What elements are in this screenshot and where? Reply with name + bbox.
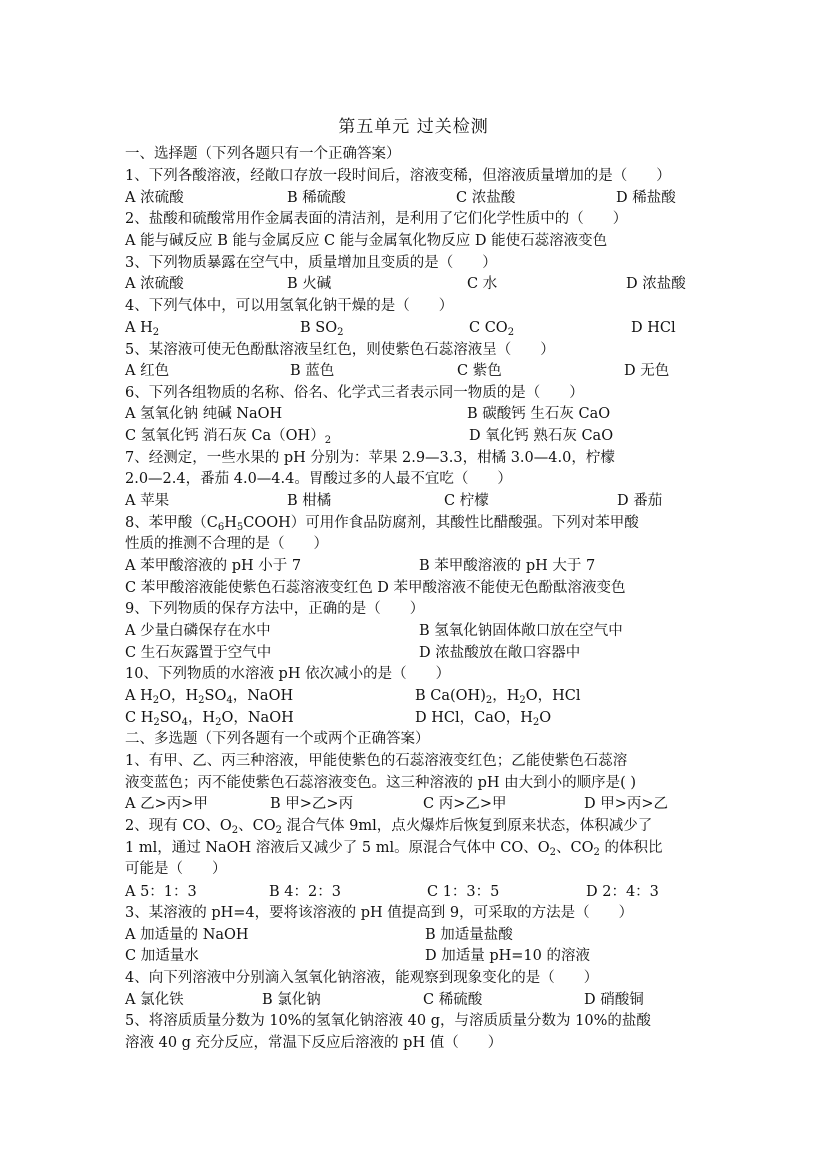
option-d: D 无色 bbox=[624, 363, 670, 379]
option-c: C 加适量水 bbox=[125, 948, 199, 964]
option-a: A 乙>丙>甲 bbox=[125, 796, 208, 812]
option-b: B 氯化钠 bbox=[262, 992, 321, 1008]
option-d: D 番茄 bbox=[617, 493, 663, 509]
question-stem-cont: 1 ml，通过 NaOH 溶液后又减少了 5 ml。原混合气体中 CO、$O_2$、$CO_2$ 的体积比 bbox=[125, 840, 663, 858]
question-stem: 5、将溶质质量分数为 10%的氢氧化钠溶液 40 g，与溶质质量分数为 10%的盐酸 bbox=[125, 1013, 651, 1029]
option-c: C 1：3：5 bbox=[427, 884, 500, 900]
option-a: A 加适量的 NaOH bbox=[125, 927, 249, 943]
option-d: D 加适量 pH=10 的溶液 bbox=[425, 948, 590, 964]
option-b: B 火碱 bbox=[287, 276, 332, 292]
option-b: B 柑橘 bbox=[287, 493, 332, 509]
options-line: A 能与碱反应 B 能与金属反应 C 能与金属氧化物反应 D 能使石蕊溶液变色 bbox=[125, 233, 608, 249]
options-line: C 苯甲酸溶液能使紫色石蕊溶液变红色 D 苯甲酸溶液不能使无色酚酞溶液变色 bbox=[125, 580, 626, 596]
option-b: B 氢氧化钠固体敞口放在空气中 bbox=[419, 623, 623, 639]
option-c: C 生石灰露置于空气中 bbox=[125, 645, 272, 661]
question-stem: 4、下列气体中，可以用氢氧化钠干燥的是（ ） bbox=[125, 298, 454, 314]
option-a: A 苹果 bbox=[125, 493, 170, 509]
question-stem: 2、盐酸和硫酸常用作金属表面的清洁剂，是利用了它们化学性质中的（ ） bbox=[125, 211, 628, 227]
question-stem-cont: 可能是（ ） bbox=[125, 861, 227, 877]
option-d: D 硝酸铜 bbox=[584, 992, 644, 1008]
question-stem: 1、有甲、乙、丙三种溶液，甲能使紫色的石蕊溶液变红色；乙能使紫色石蕊溶 bbox=[125, 753, 628, 769]
option-d: D 甲>丙>乙 bbox=[584, 796, 669, 812]
question-stem: 4、向下列溶液中分别滴入氢氧化钠溶液，能观察到现象变化的是（ ） bbox=[125, 970, 599, 986]
option-a: A 氯化铁 bbox=[125, 992, 184, 1008]
question-stem: 5、某溶液可使无色酚酞溶液呈红色，则使紫色石蕊溶液呈（ ） bbox=[125, 342, 555, 358]
question-stem: 1、下列各酸溶液，经敞口存放一段时间后，溶液变稀，但溶液质量增加的是（ ） bbox=[125, 168, 671, 184]
option-d: D 稀盐酸 bbox=[616, 190, 676, 206]
option-a: A 苯甲酸溶液的 pH 小于 7 bbox=[125, 558, 302, 574]
question-stem: 8、苯甲酸$(C_6H_5COOH)$可用作食品防腐剂，其酸性比醋酸强。下列对苯甲酸 bbox=[125, 515, 639, 533]
option-d: D 浓盐酸 bbox=[626, 276, 686, 292]
option-b: B 蓝色 bbox=[290, 363, 335, 379]
option-c: C $H_2SO_4$，$H_2O$，NaOH bbox=[125, 710, 294, 728]
option-a: A 浓硫酸 bbox=[125, 276, 184, 292]
option-b: B 甲>乙>丙 bbox=[270, 796, 354, 812]
question-stem: 9、下列物质的保存方法中，正确的是（ ） bbox=[125, 601, 425, 617]
option-c: C $CO_2$ bbox=[469, 320, 515, 338]
option-b: B 碳酸钙 生石灰 CaO bbox=[467, 406, 611, 422]
option-d: D 氧化钙 熟石灰 CaO bbox=[469, 428, 614, 444]
question-stem-cont: 溶液 40 g 充分反应，常温下反应后溶液的 pH 值（ ） bbox=[125, 1035, 503, 1051]
option-d: D HCl，CaO，$H_2O$ bbox=[415, 710, 552, 728]
section-heading: 一、选择题（下列各题只有一个正确答案） bbox=[125, 146, 401, 162]
option-a: A 红色 bbox=[125, 363, 170, 379]
option-d: D HCl bbox=[631, 320, 676, 336]
question-stem-cont: 液变蓝色；丙不能使紫色石蕊溶液变色。这三种溶液的 pH 由大到小的顺序是( ) bbox=[125, 775, 637, 791]
option-b: B 稀硫酸 bbox=[287, 190, 346, 206]
option-a: A 氢氧化钠 纯碱 NaOH bbox=[125, 406, 283, 422]
question-stem: 3、某溶液的 pH=4，要将该溶液的 pH 值提高到 9，可采取的方法是（ ） bbox=[125, 905, 634, 921]
option-a: A 少量白磷保存在水中 bbox=[125, 623, 271, 639]
question-stem: 7、经测定，一些水果的 pH 分别为：苹果 2.9—3.3，柑橘 3.0—4.0，柠檬 bbox=[125, 450, 615, 466]
option-b: B 苯甲酸溶液的 pH 大于 7 bbox=[419, 558, 596, 574]
question-stem-cont: 性质的推测不合理的是（ ） bbox=[125, 536, 328, 552]
option-d: D 2：4：3 bbox=[586, 884, 659, 900]
option-a: A $H_2$ bbox=[125, 320, 160, 338]
option-c: C 氢氧化钙 消石灰 $Ca(OH)_2$ bbox=[125, 428, 332, 446]
question-stem: 2、现有 CO、$O_2$、$CO_2$ 混合气体 9ml，点火爆炸后恢复到原来状态，体积减少了 bbox=[125, 818, 653, 836]
question-stem-cont: 2.0—2.4，番茄 4.0—4.4。胃酸过多的人最不宜吃（ ） bbox=[125, 471, 512, 487]
option-c: C 水 bbox=[467, 276, 498, 292]
question-stem: 6、下列各组物质的名称、俗名、化学式三者表示同一物质的是（ ） bbox=[125, 385, 584, 401]
option-c: C 丙>乙>甲 bbox=[423, 796, 507, 812]
option-b: B 加适量盐酸 bbox=[425, 927, 513, 943]
option-c: C 浓盐酸 bbox=[456, 190, 516, 206]
option-c: C 稀硫酸 bbox=[423, 992, 483, 1008]
option-b: B $SO_2$ bbox=[300, 320, 344, 338]
section-heading: 二、多选题（下列各题有一个或两个正确答案） bbox=[125, 731, 430, 747]
option-a: A 浓硫酸 bbox=[125, 190, 184, 206]
option-c: C 柠檬 bbox=[444, 493, 489, 509]
option-d: D 浓盐酸放在敞口容器中 bbox=[419, 645, 581, 661]
question-stem: 10、下列物质的水溶液 pH 依次减小的是（ ） bbox=[125, 666, 451, 682]
option-a: A 5：1：3 bbox=[125, 884, 197, 900]
option-a: A $H_2O$，$H_2SO_4$，NaOH bbox=[125, 688, 294, 706]
option-c: C 紫色 bbox=[457, 363, 502, 379]
option-b: B $Ca(OH)_2$，$H_2O$，HCl bbox=[415, 688, 581, 706]
page-title: 第五单元 过关检测 bbox=[338, 117, 489, 137]
question-stem: 3、下列物质暴露在空气中，质量增加且变质的是（ ） bbox=[125, 255, 497, 271]
option-b: B 4：2：3 bbox=[269, 884, 341, 900]
